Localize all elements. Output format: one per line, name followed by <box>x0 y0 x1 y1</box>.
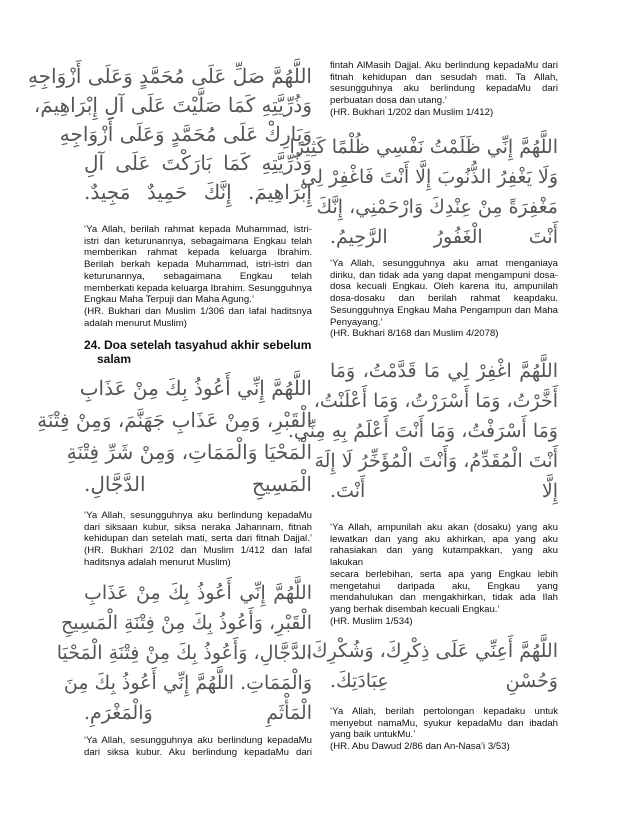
text-line: memberkati kepada keluarga Ibrahim. Sesungguhnya <box>84 282 312 294</box>
arabic-line: إِلَّا أَنْتَ. <box>330 480 558 502</box>
arabic-line: الْمَسِيحِ الدَّجَّالِ. <box>84 472 312 496</box>
text-line: dosa kecuali Engkau. Oleh karena itu, ampunilah <box>330 281 558 293</box>
text-line: ‘Ya Allah, berilah pertolongan kepadaku untuk <box>330 706 558 717</box>
text-line: kehidupan dan setelah mati, serta dari fitnah Dajjal.’ <box>84 533 312 545</box>
translation-dua <box>84 735 312 758</box>
text-line: diriku, dan tidak ada yang dapat mengampuni dosa- <box>330 269 558 281</box>
text-line: Penyayang.’ <box>330 316 383 328</box>
arabic-dua-text <box>305 636 558 696</box>
translation-dua <box>330 522 558 627</box>
arabic-line: الْمَأْثَمِ وَالْمَغْرَمِ. <box>84 702 312 724</box>
translation-dua-continued <box>330 60 558 119</box>
text-line: ‘Ya Allah, sesungguhnya aku amat menganiaya <box>330 258 558 269</box>
arabic-dua-text <box>289 132 558 252</box>
text-line: secara berlebihan, serta apa yang Engkau lebih <box>330 568 558 580</box>
text-line: istri dan keturunannya, sebagaimana Engkau telah <box>84 235 312 247</box>
arabic-line: اللَّهُمَّ إِنِّي أَعُوذُ بِكَ مِنْ عَذَابِ <box>84 582 312 604</box>
section-heading <box>84 338 312 366</box>
citation-line: (HR. Muslim 1/534) <box>330 615 413 627</box>
arabic-line: الْقَبْرِ، وَأَعُوذُ بِكَ مِنْ فِتْنَةِ الْمَسِيحِ <box>61 612 312 634</box>
arabic-line: وَذُرِّيَّتِهِ كَمَا بَارَكْتَ عَلَى آلِ <box>84 151 312 175</box>
citation-line: (HR. Abu Dawud 2/86 dan An-Nasa’i 3/53) <box>330 741 510 753</box>
heading-line: salam <box>97 352 132 366</box>
arabic-line: الْمَحْيَا وَالْمَمَاتِ، وَمِنْ شَرِّ فِتْنَةِ <box>66 440 312 464</box>
text-line: perbuatan dosa dan utang.’ <box>330 95 447 107</box>
text-line: menyebut namaMu, syukur kepadaMu dan ibadah <box>330 717 558 729</box>
text-line: yang baik untukMu.’ <box>330 729 416 741</box>
arabic-line: الدَّجَّالِ، وَأَعُوذُ بِكَ مِنْ فِتْنَةِ الْمَحْيَا <box>56 642 312 664</box>
heading-line: 24. Doa setelah tasyahud akhir sebelum <box>84 338 312 352</box>
citation-line: (HR. Bukhari 2/102 dan Muslim 1/412 dan lafal <box>84 545 312 557</box>
arabic-line: مَغْفِرَةً مِنْ عِنْدِكَ وَارْحَمْنِي، إِنَّكَ <box>316 196 558 218</box>
text-line: Berilah berkah kepada Muhammad, istri-istri dan <box>84 259 312 271</box>
arabic-line: وَذُرِّيَّتِهِ كَمَا صَلَّيْتَ عَلَى آلِ إِبْرَاهِيمَ، <box>33 93 312 117</box>
text-line: dosa-dosaku dan berilah rahmat keapdaku. <box>330 293 558 305</box>
arabic-line: اللَّهُمَّ أَعِنِّي عَلَى ذِكْرِكَ، وَشُكْرِكَ، <box>305 640 558 662</box>
translation-dua <box>84 510 312 569</box>
text-line: memberikan rahmat kepada keluarga Ibrahim. <box>84 247 312 259</box>
arabic-line: أَنْتَ الْغَفُورُ الرَّحِيمُ. <box>330 226 558 248</box>
arabic-dua-text <box>287 356 558 506</box>
arabic-line: أَنْتَ الْمُقَدِّمُ، وَأَنْتَ الْمُؤَخِّرُ لَا إِلَهَ <box>314 450 558 472</box>
arabic-line: اللَّهُمَّ إِنِّي ظَلَمْتُ نَفْسِي ظُلْمًا كَثِيرًا <box>289 136 558 158</box>
arabic-dua-text <box>56 578 312 728</box>
text-line: lewatkan dan yang aku akhirkan, apa yang aku <box>330 533 558 545</box>
text-line: Engkau Maha Terpuji dan Maha Agung.’ <box>84 294 254 306</box>
arabic-line: اللَّهُمَّ صَلِّ عَلَى مُحَمَّدٍ وَعَلَى أَزْوَاجِهِ <box>27 64 312 88</box>
text-line: Sesungguhnya Engkau Maha Pengampun dan Maha <box>330 304 558 316</box>
arabic-line: أَخَّرْتُ، وَمَا أَسْرَرْتُ، وَمَا أَعْلَنْتُ، <box>313 390 558 412</box>
arabic-line: وَحُسْنِ عِبَادَتِكَ. <box>330 670 558 692</box>
text-line: yang berhak disembah kecuali Engkau.’ <box>330 603 500 615</box>
text-line: ‘Ya Allah, ampunilah aku akan (dosaku) yang aku <box>330 522 558 533</box>
arabic-line: الْقَبْرِ، وَمِنْ عَذَابِ جَهَنَّمَ، وَمِنْ فِتْنَةِ <box>37 408 312 432</box>
text-line: ‘Ya Allah, sesungguhnya aku berlindung kepadaMu <box>84 735 312 746</box>
translation-dua <box>330 706 558 753</box>
text-line: dari siksa kubur. Aku berlindung kepadaMu dari <box>84 746 312 758</box>
arabic-line: وَبَارِكْ عَلَى مُحَمَّدٍ وَعَلَى أَزْوَاجِهِ <box>59 122 312 146</box>
arabic-line: إِبْرَاهِيمَ. إِنَّكَ حَمِيدٌ مَجِيدٌ. <box>84 180 312 204</box>
text-line: mengetahui daripada aku, Engkau yang <box>330 580 558 592</box>
text-line: rahasiakan dan yang kutampakkan, yang aku lakukan <box>330 545 558 569</box>
translation-dua <box>330 258 558 340</box>
arabic-line: وَلَا يَغْفِرُ الذُّنُوبَ إِلَّا أَنْتَ فَاغْفِرْ لِي <box>301 166 558 188</box>
translation-salawat <box>84 224 312 329</box>
citation-line: (HR. Bukhari dan Muslim 1/306 dan lafal haditsnya <box>84 305 312 317</box>
text-line: fintah AlMasih Dajjal. Aku berlindung kepadaMu dari <box>330 60 558 71</box>
arabic-line: اللَّهُمَّ إِنِّي أَعُوذُ بِكَ مِنْ عَذَابِ <box>79 376 312 400</box>
text-line: dari siksaan kubur, siksa neraka Jahannam, fitnah <box>84 521 312 533</box>
text-line: mendahulukan dan mengakhirkan, tidak ada Ilah <box>330 592 558 604</box>
citation-line: haditsnya adalah menurut Muslim) <box>84 556 231 568</box>
text-line: keturunannya, sebagaimana Engkau telah <box>84 270 312 282</box>
citation-line: adalah menurut Muslim) <box>84 317 187 329</box>
arabic-salawat-text <box>27 62 312 207</box>
arabic-line: وَالْمَمَاتِ. اللَّهُمَّ إِنِّي أَعُوذُ بِكَ مِنَ <box>63 672 312 694</box>
arabic-line: وَمَا أَسْرَفْتُ، وَمَا أَنْتَ أَعْلَمُ بِهِ مِنِّي. <box>287 420 558 442</box>
citation-line: (HR. Bukhari 1/202 dan Muslim 1/412) <box>330 106 494 118</box>
arabic-line: اللَّهُمَّ اغْفِرْ لِي مَا قَدَّمْتُ، وَمَا <box>330 360 558 382</box>
arabic-dua-text <box>37 372 312 500</box>
text-line: sesungguhnya aku berlindung kepadaMu dari <box>330 83 558 95</box>
text-line: ‘Ya Allah, sesungguhnya aku berlindung kepadaMu <box>84 510 312 521</box>
citation-line: (HR. Bukhari 8/168 dan Muslim 4/2078) <box>330 328 499 340</box>
text-line: fitnah kehidupan dan sesudah mati. Ta Allah, <box>330 71 558 83</box>
text-line: ‘Ya Allah, berilah rahmat kepada Muhammad, istri- <box>84 224 312 235</box>
